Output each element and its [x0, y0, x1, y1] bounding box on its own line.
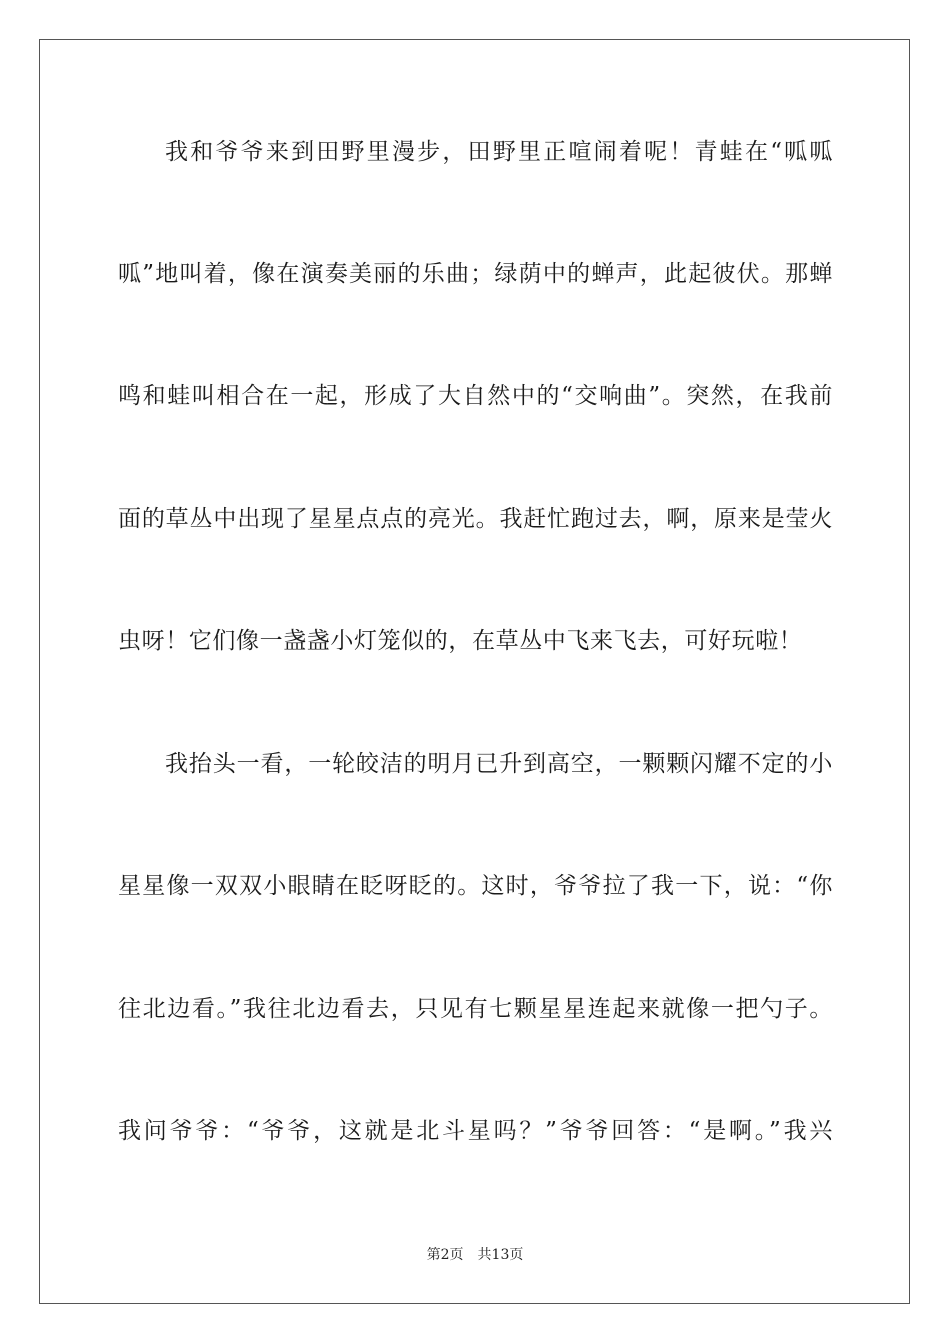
page-border — [39, 39, 910, 1304]
page-footer — [0, 1245, 950, 1265]
paragraph-1-line-5: 虫呀！它们像一盏盏小灯笼似的，在草丛中飞来飞去，可好玩啦！ — [118, 628, 803, 654]
paragraph-2-line-2: 星星像一双双小眼睛在眨呀眨的。这时，爷爷拉了我一下，说：“你 — [118, 873, 833, 899]
page-number: 第2页 — [426, 1247, 464, 1263]
paragraph-1-line-3: 鸣和蛙叫相合在一起，形成了大自然中的“交响曲”。突然，在我前 — [118, 383, 833, 409]
paragraph-1-line-4: 面的草丛中出现了星星点点的亮光。我赶忙跑过去，啊，原来是莹火 — [118, 506, 833, 532]
paragraph-2-line-4: 我问爷爷：“爷爷，这就是北斗星吗？”爷爷回答：“是啊。”我兴 — [118, 1118, 833, 1144]
page-total: 共13页 — [477, 1247, 524, 1263]
paragraph-1-line-2: 呱”地叫着，像在演奏美丽的乐曲；绿荫中的蝉声，此起彼伏。那蝉 — [118, 261, 833, 287]
paragraph-1-line-1: 我和爷爷来到田野里漫步，田野里正喧闹着呢！青蛙在“呱呱 — [165, 139, 833, 165]
paragraph-2-line-1: 我抬头一看，一轮皎洁的明月已升到高空，一颗颗闪耀不定的小 — [165, 751, 833, 777]
paragraph-2-line-3: 往北边看。”我往北边看去，只见有七颗星星连起来就像一把勺子。 — [118, 996, 833, 1022]
